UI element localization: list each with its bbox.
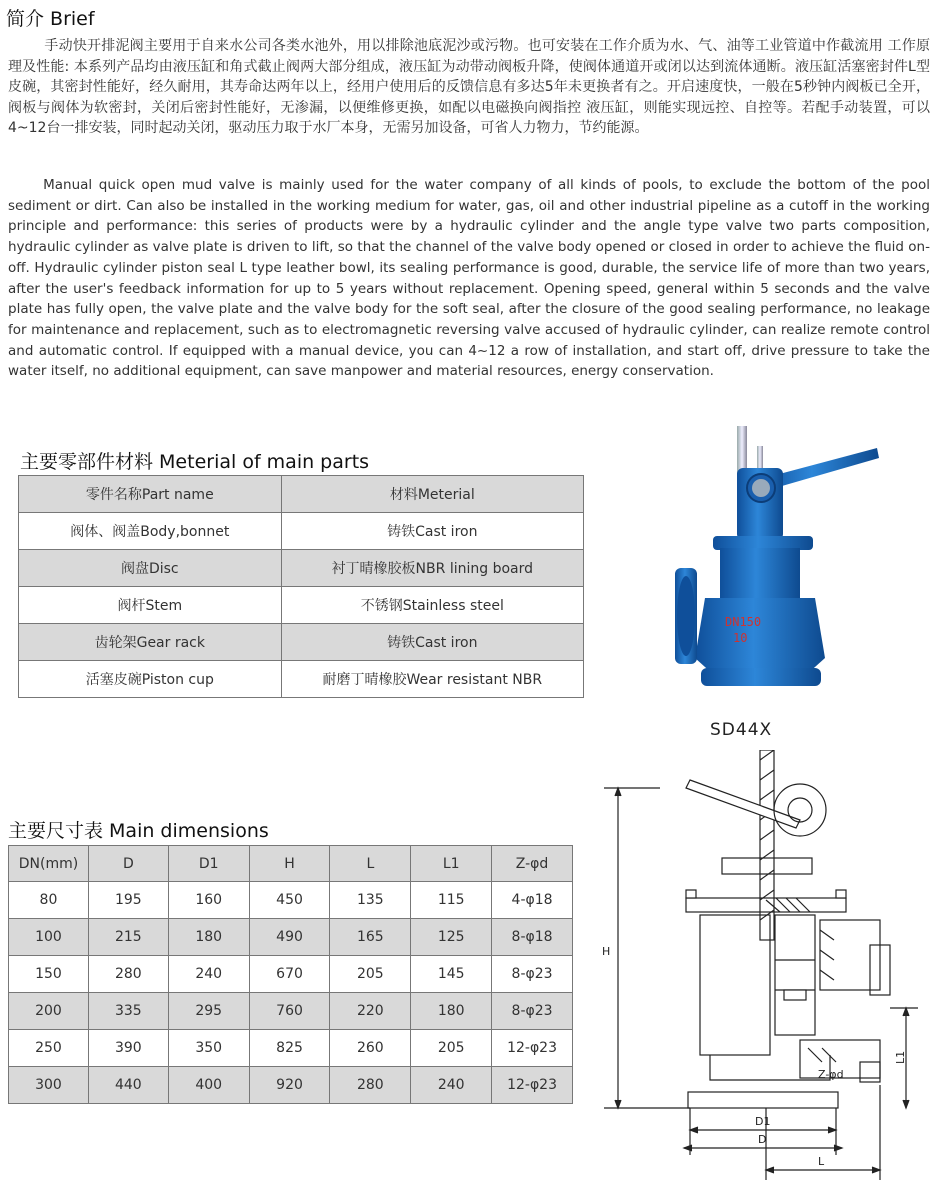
table-row [19,587,584,624]
cell-d1: 400 [168,1067,249,1104]
table-row [9,1030,573,1067]
table-row [9,919,573,956]
table-row [19,513,584,550]
cell-z-d: 12-φ23 [492,1067,573,1104]
dim-label-d1: D1 [755,1115,771,1128]
materials-table [18,475,584,698]
cell-l: 280 [330,1067,411,1104]
cell-d: 195 [88,882,168,919]
dim-label-d: D [758,1133,767,1146]
material-cell: 铸铁Cast iron [281,513,583,550]
cell-d: 335 [88,993,168,1030]
cell-l1: 125 [411,919,492,956]
body-marking-dn: DN150 [725,615,762,629]
dim-label-l: L [818,1155,825,1168]
cell-h: 490 [249,919,330,956]
cell-z-d: 8-φ18 [492,919,573,956]
header-l: L [330,846,411,882]
materials-header-row [19,476,584,513]
table-row [9,993,573,1030]
cell-dn: 250 [9,1030,89,1067]
table-row [9,882,573,919]
dimensions-table [8,845,573,1104]
cell-d1: 160 [168,882,249,919]
cell-z-d: 8-φ23 [492,993,573,1030]
cell-dn: 300 [9,1067,89,1104]
material-cell: 耐磨丁晴橡胶Wear resistant NBR [281,661,583,698]
cell-l1: 205 [411,1030,492,1067]
brief-chinese-paragraph: 手动快开排泥阀主要用于自来水公司各类水池外，用以排除池底泥沙或污物。也可安装在工作介质为水、气、油等工业管道中作截流用 工作原理及性能: 本系列产品均由液压缸和角式截止阀两大部分组成，液压缸为动带动阀板升降，使阀体通道开或闭以达到流体通断。液压缸活塞密封件L型皮碗，其密封性能好，经久耐用，其寿命达两年以上，经用户使用后的反馈信息有多达5年未更换者有之。开启速度快，一般在5秒钟内阀板已全开，阀板与阀体为软密封，关闭后密封性能好，无渗漏，以便维修更换，如配以电磁换向阀指控 液压缸，则能实现远控、自控等。若配手动装置，可以4~12台一排安装，同时起动关闭，驱动压力取于水厂本身，无需另加设备，可省人力物力，节约能源。 [8,38,930,136]
part-name-cell: 齿轮架Gear rack [19,624,282,661]
dim-label-h: H [602,945,611,958]
cell-l: 220 [330,993,411,1030]
valve-technical-drawing [600,750,920,1190]
materials-header-part: 零件名称Part name [19,476,282,513]
body-marking-pn: 10 [733,631,748,645]
table-row [9,956,573,993]
cell-d1: 180 [168,919,249,956]
dimensions-header-row [9,846,573,882]
header-z-d: Z-φd [492,846,573,882]
cell-l: 135 [330,882,411,919]
brief-english-paragraph: Manual quick open mud valve is mainly used for the water company of all kinds of pools, to exclude the bottom of the pool sediment or dirt. Can also be installed in the working medium for water, gas, oil and other industrial pipeline as a cutoff in the working principle and performance: this series of products were by a hydraulic cylinder and the angle type valve two parts composition, hydraulic cylinder as valve plate is driven to lift, so that the channel of the valve body opened or closed in order to achieve the fluid on-off. Hydraulic cylinder piston seal L type leather bowl, its sealing performance is good, durable, the service life of more than two years, after the user's feedback information for up to 5 years without replacement. Opening speed, general within 5 seconds and the valve plate has fully open, the valve plate and the valve body for the soft seal, after the closure of the good sealing performance, no leakage for maintenance and replacement, such as to electromagnetic reversing valve accused of hydraulic cylinder, can realize remote control and automatic control. If equipped with a manual device, you can 4~12 a row of installation, and start off, drive pressure to take the water itself, no additional equipment, can save manpower and material resources, energy conservation. [8,177,930,380]
cell-dn: 200 [9,993,89,1030]
product-model-label: SD44X [710,720,773,740]
cell-dn: 100 [9,919,89,956]
cell-z-d: 4-φ18 [492,882,573,919]
header-d: D [88,846,168,882]
dim-label-l1: L1 [894,1050,907,1064]
cell-h: 920 [249,1067,330,1104]
material-cell: 铸铁Cast iron [281,624,583,661]
cell-d: 440 [88,1067,168,1104]
cell-h: 825 [249,1030,330,1067]
header-h: H [249,846,330,882]
materials-title: 主要零部件材料 Meterial of main parts [20,451,370,473]
cell-z-d: 8-φ23 [492,956,573,993]
cell-dn: 80 [9,882,89,919]
cell-h: 450 [249,882,330,919]
dim-label-z-d: Z-φd [818,1068,844,1081]
cell-l: 205 [330,956,411,993]
cell-l1: 240 [411,1067,492,1104]
brief-title: 简介 Brief [6,8,95,30]
table-row [19,624,584,661]
table-row [19,661,584,698]
materials-header-material: 材料Meterial [281,476,583,513]
cell-l1: 115 [411,882,492,919]
part-name-cell: 阀体、阀盖Body,bonnet [19,513,282,550]
table-row [9,1067,573,1104]
part-name-cell: 活塞皮碗Piston cup [19,661,282,698]
cell-h: 670 [249,956,330,993]
header-l1: L1 [411,846,492,882]
cell-l: 260 [330,1030,411,1067]
cell-d: 280 [88,956,168,993]
material-cell: 衬丁晴橡胶板NBR lining board [281,550,583,587]
table-row [19,550,584,587]
valve-product-illustration [665,418,895,708]
cell-d1: 240 [168,956,249,993]
header-dn: DN(mm) [9,846,89,882]
cell-d: 215 [88,919,168,956]
cell-z-d: 12-φ23 [492,1030,573,1067]
cell-d1: 350 [168,1030,249,1067]
part-name-cell: 阀杆Stem [19,587,282,624]
cell-l: 165 [330,919,411,956]
cell-l1: 180 [411,993,492,1030]
header-d1: D1 [168,846,249,882]
cell-l1: 145 [411,956,492,993]
cell-h: 760 [249,993,330,1030]
cell-d1: 295 [168,993,249,1030]
cell-dn: 150 [9,956,89,993]
material-cell: 不锈钢Stainless steel [281,587,583,624]
part-name-cell: 阀盘Disc [19,550,282,587]
dimensions-title: 主要尺寸表 Main dimensions [8,820,269,842]
cell-d: 390 [88,1030,168,1067]
